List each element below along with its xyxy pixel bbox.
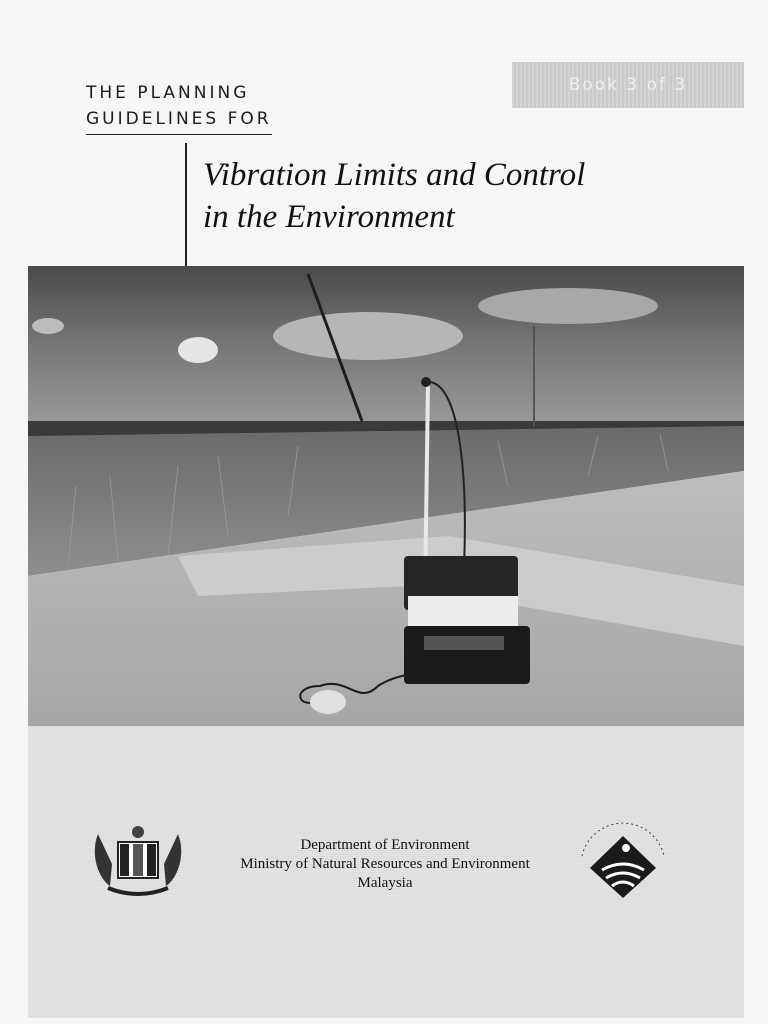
cover-photo xyxy=(28,266,744,726)
malaysia-coat-of-arms-icon xyxy=(92,824,184,896)
cloud xyxy=(478,288,658,324)
book-number-tab: Book 3 of 3 xyxy=(512,62,744,108)
geophone-sensor xyxy=(310,690,346,714)
series-title-line2: GUIDELINES FOR xyxy=(86,106,272,135)
cloud xyxy=(273,312,463,360)
series-title xyxy=(86,80,272,135)
cloud xyxy=(178,337,218,363)
publisher-block xyxy=(200,836,570,893)
document-title-line2: in the Environment xyxy=(203,199,455,235)
publisher-ministry: Ministry of Natural Resources and Environment xyxy=(240,856,530,872)
series-title-line1: THE PLANNING xyxy=(86,83,250,103)
publisher-country: Malaysia xyxy=(357,875,413,891)
title-divider xyxy=(185,143,187,266)
department-of-environment-logo-icon xyxy=(574,808,672,900)
document-title xyxy=(203,154,585,238)
publisher-department: Department of Environment xyxy=(300,837,470,853)
document-title-line1: Vibration Limits and Control xyxy=(203,157,586,193)
cloud xyxy=(32,318,64,334)
vibration-meter-case xyxy=(404,556,530,684)
